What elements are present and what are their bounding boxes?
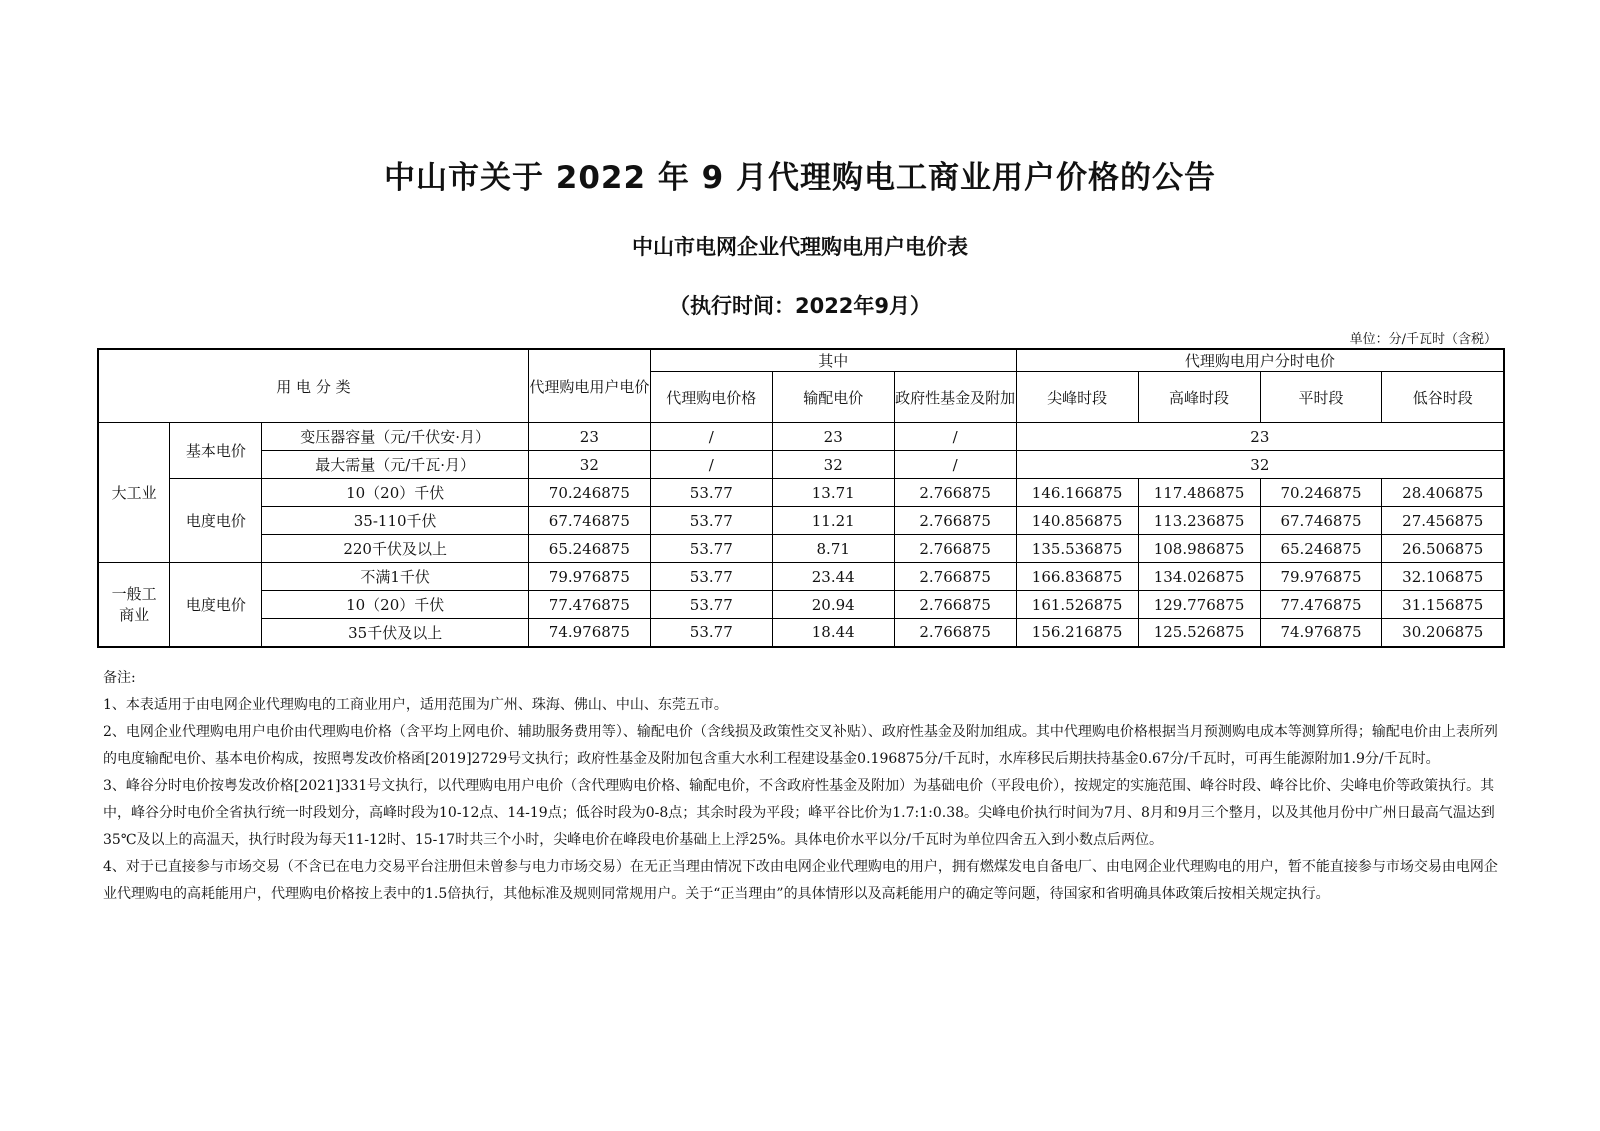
cell-total: 23	[528, 423, 650, 451]
header-peak: 高峰时段	[1138, 372, 1260, 423]
cell-peak: 108.986875	[1138, 535, 1260, 563]
basic-price-label: 基本电价	[170, 423, 262, 479]
cell-purchase: 53.77	[650, 619, 772, 647]
cell-total: 70.246875	[528, 479, 650, 507]
cell-total: 79.976875	[528, 563, 650, 591]
cell-transmission: 23	[772, 423, 894, 451]
cell-valley: 28.406875	[1382, 479, 1504, 507]
row-label: 10（20）千伏	[262, 591, 528, 619]
header-transmission: 输配电价	[772, 372, 894, 423]
note-item: 4、对于已直接参与市场交易（不含已在电力交易平台注册但未曾参与电力市场交易）在无正当理由情况下改由电网企业代理购电的用户，拥有燃煤发电自备电厂、由电网企业代理购电的用户，暂不能直接参与市场交易由电网企业代理购电的高耗能用户，代理购电价格按上表中的1.5倍执行，其他标准及规则同常规用户。关于“正当理由”的具体情形以及高耗能用户的确定等问题，待国家和省明确具体政策后按相关规定执行。	[103, 859, 1498, 902]
cell-sharp: 146.166875	[1016, 479, 1138, 507]
row-label: 最大需量（元/千瓦·月）	[262, 451, 528, 479]
cell-valley: 32.106875	[1382, 563, 1504, 591]
cell-transmission: 32	[772, 451, 894, 479]
header-category: 用 电 分 类	[98, 349, 528, 423]
price-table	[97, 348, 1505, 648]
cell-sharp: 161.526875	[1016, 591, 1138, 619]
table-row	[98, 507, 1504, 535]
header-agency-price: 代理购电用户电价	[528, 349, 650, 423]
group-large-industry: 大工业	[98, 423, 170, 563]
cell-sharp: 166.836875	[1016, 563, 1138, 591]
table-title: 中山市电网企业代理购电用户电价表	[632, 235, 968, 259]
cell-sharp: 135.536875	[1016, 535, 1138, 563]
cell-purchase: 53.77	[650, 591, 772, 619]
cell-transmission: 18.44	[772, 619, 894, 647]
cell-purchase: 53.77	[650, 535, 772, 563]
cell-total: 65.246875	[528, 535, 650, 563]
cell-sharp: 140.856875	[1016, 507, 1138, 535]
cell-valley: 27.456875	[1382, 507, 1504, 535]
cell-fund: 2.766875	[894, 479, 1016, 507]
header-purchase-price: 代理购电价格	[650, 372, 772, 423]
table-row	[98, 423, 1504, 451]
row-label: 220千伏及以上	[262, 535, 528, 563]
header-gov-fund: 政府性基金及附加	[894, 372, 1016, 423]
cell-fund: /	[894, 423, 1016, 451]
cell-tou: 23	[1016, 423, 1504, 451]
cell-valley: 31.156875	[1382, 591, 1504, 619]
cell-flat: 70.246875	[1260, 479, 1382, 507]
execution-period: （执行时间：2022年9月）	[668, 294, 932, 318]
table-row	[98, 451, 1504, 479]
header-of-which: 其中	[650, 349, 1016, 372]
cell-fund: 2.766875	[894, 535, 1016, 563]
table-row	[98, 591, 1504, 619]
cell-valley: 30.206875	[1382, 619, 1504, 647]
cell-transmission: 11.21	[772, 507, 894, 535]
cell-flat: 65.246875	[1260, 535, 1382, 563]
table-row	[98, 479, 1504, 507]
table-row	[98, 563, 1504, 591]
notes-section	[103, 665, 1508, 908]
cell-sharp: 156.216875	[1016, 619, 1138, 647]
header-sharp-peak: 尖峰时段	[1016, 372, 1138, 423]
cell-transmission: 8.71	[772, 535, 894, 563]
row-label: 不满1千伏	[262, 563, 528, 591]
note-item: 2、电网企业代理购电用户电价由代理购电价格（含平均上网电价、辅助服务费用等）、输配电价（含线损及政策性交叉补贴）、政府性基金及附加组成。其中代理购电价格根据当月预测购电成本等测算所得；输配电价由上表所列的电度输配电价、基本电价构成，按照粤发改价格函[2019]2729号文执行；政府性基金及附加包含重大水利工程建设基金0.196875分/千瓦时，水库移民后期扶持基金0.67分/千瓦时，可再生能源附加1.9分/千瓦时。	[103, 724, 1498, 767]
cell-fund: /	[894, 451, 1016, 479]
table-row	[98, 619, 1504, 647]
header-flat: 平时段	[1260, 372, 1382, 423]
cell-total: 77.476875	[528, 591, 650, 619]
notes-heading: 备注:	[103, 670, 136, 686]
table-row	[98, 535, 1504, 563]
cell-peak: 113.236875	[1138, 507, 1260, 535]
cell-total: 32	[528, 451, 650, 479]
cell-fund: 2.766875	[894, 563, 1016, 591]
cell-purchase: /	[650, 423, 772, 451]
header-valley: 低谷时段	[1382, 372, 1504, 423]
document-title: 中山市关于 2022 年 9 月代理购电工商业用户价格的公告	[383, 160, 1217, 196]
cell-purchase: 53.77	[650, 507, 772, 535]
cell-peak: 134.026875	[1138, 563, 1260, 591]
cell-fund: 2.766875	[894, 619, 1016, 647]
cell-fund: 2.766875	[894, 591, 1016, 619]
cell-peak: 129.776875	[1138, 591, 1260, 619]
cell-flat: 77.476875	[1260, 591, 1382, 619]
cell-fund: 2.766875	[894, 507, 1016, 535]
cell-total: 74.976875	[528, 619, 650, 647]
unit-label: 单位：分/千瓦时（含税）	[1349, 332, 1497, 347]
note-item: 3、峰谷分时电价按粤发改价格[2021]331号文执行，以代理购电用户电价（含代理购电价格、输配电价，不含政府性基金及附加）为基础电价（平段电价），按规定的实施范围、峰谷时段、峰谷比价、尖峰电价等政策执行。其中，峰谷分时电价全省执行统一时段划分，高峰时段为10-12点、14-19点；低谷时段为0-8点；其余时段为平段；峰平谷比价为1.7:1:0.38。尖峰电价执行时间为7月、8月和9月三个整月，以及其他月份中广州日最高气温达到35℃及以上的高温天，执行时段为每天11-12时、15-17时共三个小时，尖峰电价在峰段电价基础上上浮25%。具体电价水平以分/千瓦时为单位四舍五入到小数点后两位。	[103, 778, 1495, 848]
cell-purchase: /	[650, 451, 772, 479]
cell-transmission: 23.44	[772, 563, 894, 591]
cell-purchase: 53.77	[650, 563, 772, 591]
energy-price-label: 电度电价	[170, 563, 262, 647]
cell-valley: 26.506875	[1382, 535, 1504, 563]
cell-total: 67.746875	[528, 507, 650, 535]
row-label: 10（20）千伏	[262, 479, 528, 507]
cell-flat: 74.976875	[1260, 619, 1382, 647]
energy-price-label: 电度电价	[170, 479, 262, 563]
cell-flat: 79.976875	[1260, 563, 1382, 591]
cell-purchase: 53.77	[650, 479, 772, 507]
cell-peak: 125.526875	[1138, 619, 1260, 647]
header-tou-group: 代理购电用户分时电价	[1016, 349, 1504, 372]
cell-transmission: 13.71	[772, 479, 894, 507]
row-label: 35-110千伏	[262, 507, 528, 535]
note-item: 1、本表适用于由电网企业代理购电的工商业用户，适用范围为广州、珠海、佛山、中山、东莞五市。	[103, 697, 728, 713]
row-label: 变压器容量（元/千伏安·月）	[262, 423, 528, 451]
cell-flat: 67.746875	[1260, 507, 1382, 535]
cell-peak: 117.486875	[1138, 479, 1260, 507]
group-general: 一般工商业	[98, 563, 170, 647]
cell-transmission: 20.94	[772, 591, 894, 619]
cell-tou: 32	[1016, 451, 1504, 479]
row-label: 35千伏及以上	[262, 619, 528, 647]
